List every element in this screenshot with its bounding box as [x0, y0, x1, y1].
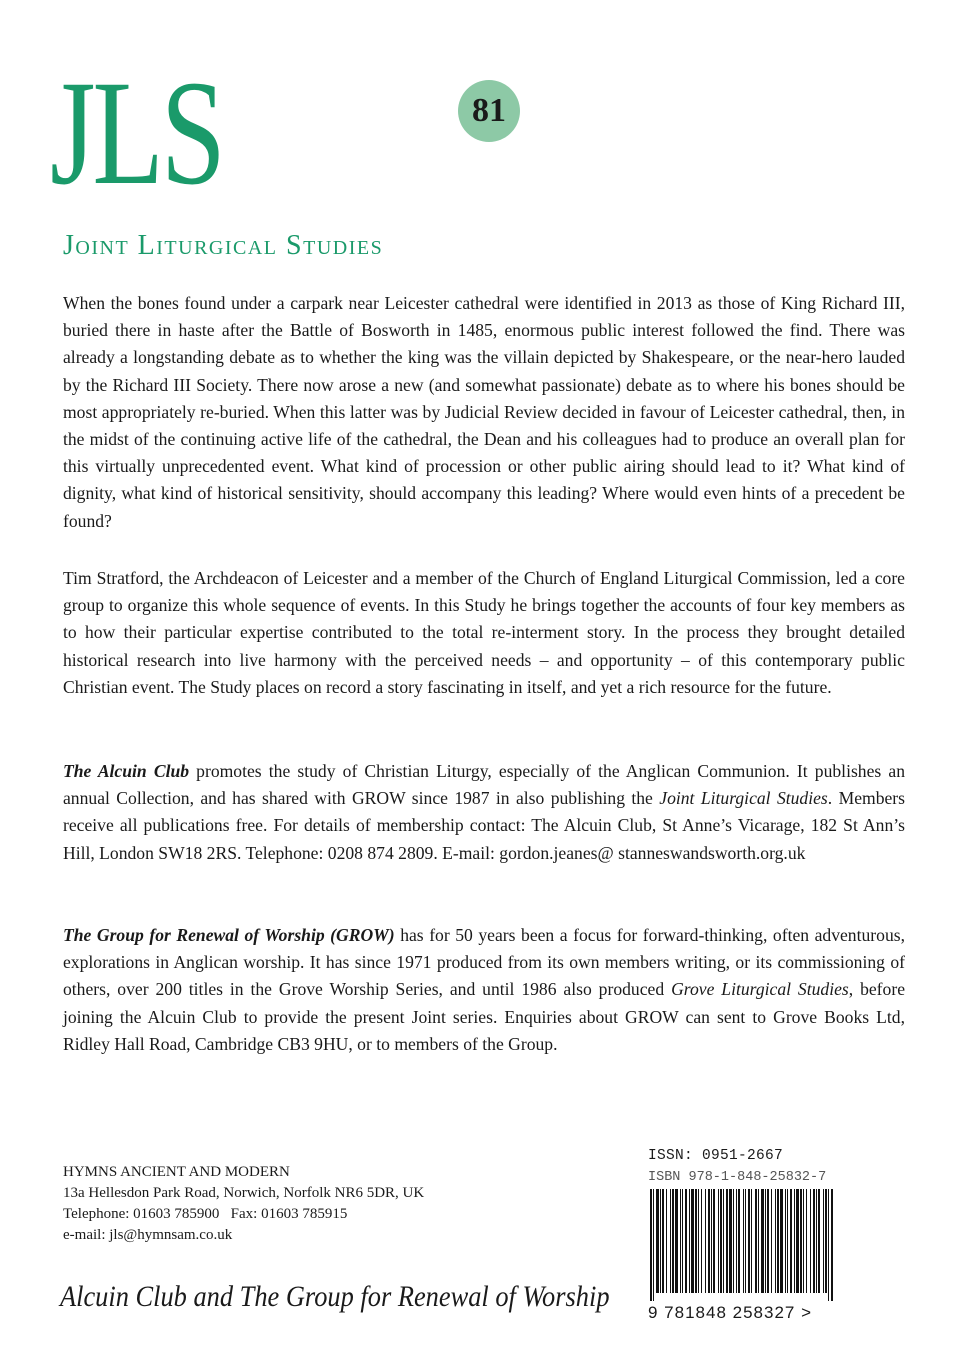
barcode-bar: [660, 1189, 661, 1293]
barcode-bar: [650, 1189, 652, 1301]
barcode-bar: [758, 1189, 759, 1293]
barcode-bar: [689, 1189, 690, 1293]
publisher-name: HYMNS ANCIENT AND MODERN: [63, 1164, 290, 1180]
barcode-bar: [745, 1189, 746, 1293]
barcode-bar: [813, 1189, 815, 1293]
barcode-bar: [723, 1189, 724, 1293]
barcode-bar: [733, 1189, 734, 1293]
barcode-bar: [767, 1189, 769, 1293]
barcode-bar: [777, 1189, 779, 1293]
grow-italic-title: Grove Liturgical Studies: [671, 979, 849, 1000]
alcuin-text-a: promotes the study of Christian Liturgy, especially of the Anglican Communion. It publishes an annual Collection, and has shared with GROW since 1987 in also publishing the: [63, 761, 905, 809]
barcode-block: [648, 1148, 858, 1323]
barcode-bar: [720, 1189, 722, 1293]
grow-name: The Group for Renewal of Worship (GROW): [63, 925, 395, 945]
barcode-bar: [653, 1189, 654, 1301]
barcode-bar: [780, 1189, 783, 1293]
barcode-bar: [738, 1189, 740, 1293]
publisher-email: e-mail: jls@hymnsam.co.uk: [63, 1227, 233, 1243]
alcuin-club-paragraph: [63, 758, 905, 867]
barcode-bar: [810, 1189, 811, 1293]
barcode-bar: [711, 1189, 712, 1293]
barcode-bar: [662, 1189, 664, 1293]
barcode-bar: [701, 1189, 702, 1293]
barcode-bar: [796, 1189, 799, 1293]
barcode-bar: [771, 1189, 772, 1293]
barcode-bar: [743, 1189, 744, 1293]
barcode-bar: [755, 1189, 757, 1293]
barcode-bar: [672, 1189, 674, 1293]
barcode-bar: [691, 1189, 694, 1293]
publisher-phone: Telephone: 01603 785900 Fax: 01603 785915: [63, 1206, 348, 1222]
blurb-paragraph-1: When the bones found under a carpark near Leicester cathedral were identified in 2013 as those of King Richard III, buried there in haste after the Battle of Bosworth in 1485, enormous public interest followed the find. There was already a longstanding debate as to whether the king was the villain depicted by Shakespeare, or the near-hero lauded by the Richard III Society. There now arose a new (and somewhat passionate) debate as to where his bones should be most appropriately re-buried. When this latter was by Judicial Review decided in favour of Leicester cathedral, then, in the midst of the continuing active life of the cathedral, the Dean and his colleagues had to produce an overall plan for this virtually unprecedented event. What kind of procession or other public airing should lead to it? What kind of dignity, what kind of historical sensitivity, should accompany this leading? Where would even hints of a precedent be found?: [63, 293, 905, 531]
alcuin-italic-title: Joint Liturgical Studies: [659, 788, 828, 809]
grow-text-b: , before joining the Alcuin Club to provide the present Joint series. Enquiries about GROW can sent to Grove Books Ltd, Ridley Hall Road, Cambridge CB3 9HU, or to members of the Group.: [63, 979, 906, 1054]
barcode-bar: [685, 1189, 687, 1293]
barcode-bar: [682, 1189, 683, 1293]
barcode-bar: [761, 1189, 764, 1293]
blurb-paragraph-2: Tim Stratford, the Archdeacon of Leicester and a member of the Church of England Liturgical Commission, led a core group to organize this whole sequence of events. In this Study he brings together the accounts of four key members as to how their particular expertise contributed to the total re-interment story. In the process they brought detailed historical research into live harmony with the perceived needs – and opportunity – of this contemporary public Christian event. The Study places on record a story fascinating in itself, and yet a rich resource for the future.: [63, 568, 905, 697]
barcode-digits: 9 781848 258327 >: [648, 1303, 813, 1322]
barcode-bar: [800, 1189, 802, 1293]
barcode-bar: [765, 1189, 766, 1293]
isbn-label: ISBN 978-1-848-25832-7: [648, 1170, 827, 1185]
barcode-bar: [803, 1189, 804, 1293]
barcode-bar: [790, 1189, 792, 1293]
barcode-bar: [675, 1189, 678, 1293]
barcode-bar: [825, 1189, 827, 1293]
barcode-bar: [705, 1189, 706, 1293]
barcode-bar: [794, 1189, 795, 1293]
barcode-bar: [680, 1189, 681, 1293]
alcuin-text-b: . Members receive all publications free. For details of membership contact: The Alcuin Club, St Anne’s Vicarage, 182 St Ann’s Hill, London SW18 2RS. Telephone: 0208 874 2809. E-mail: gordon.jeanes@ stanneswandsworth.org.uk: [63, 788, 906, 863]
barcode-bar: [736, 1189, 737, 1293]
barcode-bar: [775, 1189, 776, 1293]
issue-number-badge: 81: [458, 80, 520, 142]
barcode-bar: [670, 1189, 671, 1293]
grow-paragraph: [63, 922, 905, 1058]
barcode-bar: [818, 1189, 820, 1293]
barcode-bar: [787, 1189, 788, 1293]
grow-text-a: has for 50 years been a focus for forward-thinking, often adventurous, explorations in Anglican worship. It has since 1971 produced from its own members writing, or its commissioning of others, over 200 titles in the Grove Worship Series, and until 1986 also produced: [63, 925, 905, 1000]
barcode-bar: [713, 1189, 715, 1293]
barcode-bar: [726, 1189, 728, 1293]
barcode-bar: [698, 1189, 699, 1293]
jls-logo: JLS: [50, 50, 223, 216]
barcode-bar: [748, 1189, 750, 1293]
barcode-bar: [831, 1189, 833, 1301]
barcode-bar: [695, 1189, 697, 1293]
barcode-bar: [656, 1189, 659, 1293]
barcode-bar: [729, 1189, 732, 1293]
barcode-bar: [785, 1189, 786, 1293]
barcode-bar: [718, 1189, 719, 1293]
publisher-block: [63, 1162, 424, 1246]
barcode-bar: [666, 1189, 667, 1293]
series-subtitle: Joint Liturgical Studies: [63, 230, 384, 261]
barcode-bar: [751, 1189, 752, 1293]
issn-label: ISSN: 0951-2667: [648, 1148, 784, 1164]
alcuin-club-name: The Alcuin Club: [63, 761, 190, 781]
publisher-address: 13a Hellesdon Park Road, Norwich, Norfolk NR6 5DR, UK: [63, 1185, 425, 1201]
barcode-bar: [823, 1189, 824, 1293]
barcode-bar: [816, 1189, 817, 1293]
tagline: Alcuin Club and The Group for Renewal of Worship: [60, 1280, 610, 1313]
barcode-bar: [828, 1189, 829, 1301]
barcode-bar: [806, 1189, 807, 1293]
barcode-bar: [708, 1189, 710, 1293]
barcode-graphic: [648, 1189, 838, 1301]
